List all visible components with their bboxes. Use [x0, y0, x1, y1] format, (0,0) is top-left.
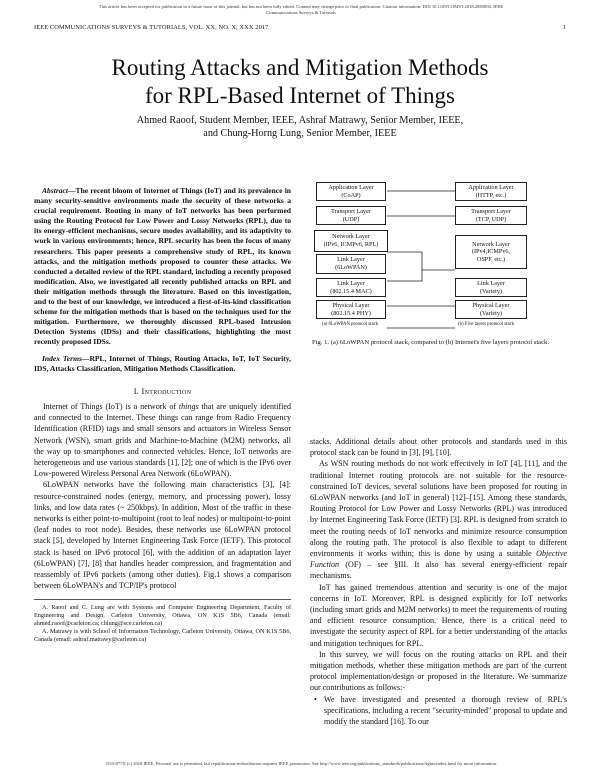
contributions-list: [310, 694, 567, 728]
left-layer-application-label: Application Layer (CoAP): [328, 183, 374, 199]
right-layer-network: [455, 235, 527, 269]
subcaption-b: (b) Five layers protocol stack: [458, 322, 515, 327]
title-line-2: for RPL-Based Internet of Things: [144, 83, 456, 108]
left-layer-network: [314, 230, 388, 252]
index-terms: [34, 354, 291, 374]
subcaption-a: (a) 6LoWPAN protocol stack: [322, 322, 379, 327]
left-layer-application: [316, 182, 386, 201]
right-layer-application: [455, 182, 527, 201]
affiliation-footnotes: [34, 599, 291, 644]
intro-p1-start: Internet of Things (IoT) is a network of: [43, 401, 179, 411]
right-layer-link-label: Link Layer (Variety): [477, 279, 505, 295]
notice-line-1: This article has been accepted for publication in a future issue of this journal, but has not been fully edited. Content may change prior to final publication. Citation information: DOI 10.1109/COMST.2018.2885894, IEEE: [98, 4, 504, 9]
title-line-1: Routing Attacks and Mitigation Methods: [111, 55, 489, 80]
page-number: 1: [562, 24, 566, 31]
left-layer-link-label: Link Layer (802.15.4 MAC): [330, 279, 372, 295]
figure-1: [312, 180, 568, 330]
running-head: [34, 24, 566, 31]
right-layer-transport: [455, 206, 527, 225]
right-layer-link: [455, 278, 527, 297]
left-layer-transport: [316, 206, 386, 225]
publication-notice: [18, 4, 584, 16]
left-layer-adaptation: [316, 254, 386, 274]
left-layer-link: [316, 278, 386, 297]
index-terms-text: —RPL, Internet of Things, Routing Attacks, IoT, IoT Security, IDS, Attacks Classification, Mitigation Methods Classification.: [34, 353, 291, 373]
contribution-item: • We have investigated and presented a thorough review of RPL's specifications, including a recent "security-minded" proposal to update and modify the standard [16]. To our: [324, 694, 567, 728]
intro-p1-end: that are uniquely identified and connected to the Internet. These things can range from Radio Frequency Identification (RFID) tags and small sensors and actuators in Wireless Sensor Network (WSN), smart grids and Machine-to-Machine (M2M) networks, all the way up to smartphones and connected vehicles. Hence, IoT networks are heterogeneous and use various standards [1], [2]; one of which is the IPv6 over Low-powered Wireless Personal Area Network (6LoWPAN).: [34, 401, 291, 479]
left-column: [34, 186, 291, 644]
author-list: [40, 114, 560, 140]
section-heading-introduction: I. Introduction: [133, 386, 192, 396]
left-layer-network-label: Network Layer (IPv6, ICMPv6, RPL): [323, 233, 379, 248]
left-layer-physical-label: Physical Layer (802.15.4 PHY): [331, 301, 371, 317]
authors-line-2: and Chung-Horng Lung, Senior Member, IEEE: [203, 128, 397, 139]
copyright-footer: 1553-877X (c) 2018 IEEE. Personal use is permitted, but republication/redistribution requires IEEE permission. See http://www.ieee.org/publications_standards/publications/rights/index.html for more information.: [104, 761, 498, 766]
notice-line-2: Communications Surveys & Tutorials: [266, 10, 336, 15]
connector-adaptation: [387, 270, 422, 281]
index-terms-lead: Index Terms: [42, 353, 82, 363]
left-layer-transport-label: Transport Layer (UDP): [331, 207, 371, 223]
right-paragraph-1: stacks. Additional details about other protocols and standards used in this protocol stack can be found in [3], [9], [10].: [310, 437, 567, 458]
paper-title: [40, 54, 560, 110]
right-paragraph-2: [310, 458, 567, 581]
authors-line-1: Ahmed Raoof, Student Member, IEEE, Ashraf Matrawy, Senior Member, IEEE,: [136, 115, 464, 126]
footnote-2: A. Matrawy is with School of Information Technology, Carleton University, Ottawa, ON K1S 5B6, Canada (email: ashraf.matrawy@carleton.ca): [34, 628, 291, 644]
intro-p1-emphasis: things: [178, 401, 199, 411]
footnote-1: A. Raoof and C. Lung are with Systems and Computer Engineering Department, Faculty of Engineering and Design, Carleton University, Ottawa, ON K1S 5B6, Canada (email: ahmed.raoof@carleton.ca; chlung@sce.carleton.ca): [34, 604, 291, 628]
right-paragraph-4: In this survey, we will focus on the routing attacks on RPL and their mitigation methods, whether these mitigation methods are part of the current protocol implementation/design or proposed in the literature. We summarize our contributions as follows:-: [310, 649, 567, 693]
journal-info: IEEE COMMUNICATIONS SURVEYS & TUTORIALS, VOL. XX, NO. X, XXX 2017: [34, 24, 269, 31]
abstract-text: —The recent bloom of Internet of Things (IoT) and its prevalence in many security-sensitive environments made the security of these networks a crucial requirement. Routing in many of IoT networks has been performed using the Routing Protocol for Low Power and Lossy Networks (RPL), due to its energy-efficient mechanisms, secure modes availability, and its adaptivity to work in various environments; hence, RPL security has been the focus of many researchers. This paper presents a comprehensive study of RPL, its known attacks, and the mitigation methods proposed to counter these attacks. We conducted a detailed review of the RPL standard, including a recently proposed modification. Also, we investigated all recently published attacks on RPL and their mitigation methods through the literature. Based on this investigation, and to the best of our knowledge, we introduced a first-of-its-kind classification scheme for the mitigation methods that is based on the techniques used for the mitigation. Furthermore, we thoroughly discussed RPL-based Intrusion Detection Systems (IDSs) and their classifications, highlighting the most recently proposed IDSs.: [34, 186, 291, 347]
right-layer-physical: [455, 300, 527, 319]
right-p2-end: (OF) – see §III. It also has several energy-efficient repair mechanisms.: [310, 560, 567, 581]
figure-1-caption: Fig. 1. (a) 6LoWPAN protocol stack, compared to (b) Internet's five layers protocol stack.: [312, 339, 549, 346]
right-layer-network-label: Network Layer (IPv4,ICMPv6, OSPF, etc.): [471, 240, 511, 263]
left-layer-adaptation-label: Link Layer (6LoWPAN): [335, 256, 367, 271]
right-paragraph-3: IoT has gained tremendous attention and security is one of the major concerns in IoT. Moreover, RPL is designed explicitly for IoT networks (including smart grids and M2M networks) to meet the requirements of routing and efficient resource consumption. Hence, there is a critical need to investigate the security aspect of RPL for a better understanding of the attacks and mitigation techniques for RPL.: [310, 582, 567, 648]
right-layer-transport-label: Transport Layer (TCP, UDP): [471, 207, 511, 223]
right-layer-physical-label: Physical Layer (Variety): [472, 301, 510, 317]
right-column: [310, 436, 567, 727]
left-layer-physical: [316, 300, 386, 319]
right-layer-application-label: Application Layer (HTTP, etc.): [468, 183, 514, 199]
intro-paragraph-1: [34, 401, 291, 479]
right-p2-emphasis: Objective Function: [310, 549, 567, 570]
abstract-lead: Abstract: [42, 186, 68, 195]
right-p2-start: As WSN routing methods do not work effectively in IoT [4], [11], and the traditional Internet routing protocols are not suitable for the resource-constrained IoT devices, several solutions have been proposed for routing in 6LoWPAN networks (and IoT in general) [12]–[15]. Among these standards, Routing Protocol for Low Power and Lossy Networks (RPL) was introduced by Internet Engineering Task Force (IETF) [3]. RPL is designed from scratch to meet the routing needs of IoT networks and minimize resource consumption along the routing path. The protocol is also flexible to adapt to different environments it works within; this is done by using a suitable: [310, 459, 567, 559]
abstract: [34, 186, 291, 348]
connector-network: [387, 252, 455, 270]
intro-paragraph-2: 6LoWPAN networks have the following main characteristics [3], [4]: resource-constrained nodes (energy, memory, and processing power), lossy links, and low data rates (~ 250kbps). In addition, Most of the traffic in these networks is either point-to-multipoint (root to leaf nodes) or multipoint-to-point (leaf nodes to root node). Besides, these networks use 6LoWPAN protocol stack [5], developed by Internet Engineering Task Force (IETF). This protocol stack is based on IPv6 protocol [6], with the addition of an adaptation layer (6LoWPAN) [7], [8] that handles header compression, and fragmentation and reassembly of IPv6 packets (among other duties). Fig.1 shows a comparison between 6LoWPAN's and TCP/IP's protocol: [34, 480, 291, 591]
